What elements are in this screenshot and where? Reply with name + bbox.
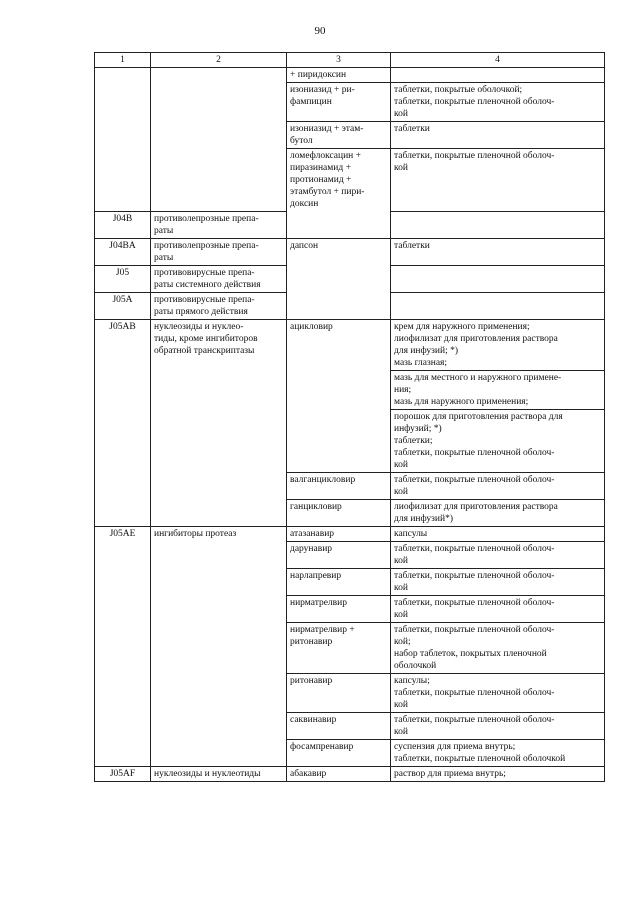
dosage-form-cell (391, 568, 605, 595)
cell-text-line: инфузий; *) (394, 423, 442, 434)
drug-name-cell (287, 499, 391, 526)
table-row (95, 766, 605, 781)
drug-name-cell (287, 409, 391, 472)
drug-name-cell (287, 622, 391, 673)
table-row (95, 472, 605, 499)
dosage-form-cell (391, 83, 605, 122)
cell-text-line: таблетки, покрытые пленочной оболочкой (394, 753, 566, 764)
cell-text-line: абакавир (290, 768, 327, 779)
cell-text-line: набор таблеток, покрытых пленочной (394, 648, 547, 659)
group-name-cell (151, 712, 287, 739)
atc-code-cell (95, 370, 151, 409)
table-row (95, 712, 605, 739)
atc-code-cell (95, 211, 151, 238)
cell-text-line: ломефлоксацин + (290, 151, 361, 161)
drug-name-cell (287, 265, 391, 292)
dosage-form-cell (391, 68, 605, 83)
dosage-form-cell (391, 766, 605, 781)
cell-text-line: кой (394, 555, 408, 566)
dosage-form-cell (391, 122, 605, 149)
group-name-cell (151, 292, 287, 319)
cell-text-line: кой (394, 459, 408, 470)
group-name-cell (151, 370, 287, 409)
cell-text-line: мазь для местного и наружного примене- (394, 372, 562, 383)
cell-text-line: таблетки, покрытые пленочной оболоч- (394, 687, 555, 698)
drug-name-cell (287, 319, 391, 370)
column-header: 4 (391, 53, 605, 68)
cell-text-line: раты (154, 252, 174, 263)
dosage-form-cell (391, 472, 605, 499)
atc-code-cell (95, 292, 151, 319)
dosage-form-cell (391, 673, 605, 712)
cell-text-line: кой; (394, 636, 411, 647)
cell-text-line: таблетки; (394, 435, 433, 446)
cell-text-line: таблетки (394, 124, 430, 134)
atc-code-cell (95, 238, 151, 265)
cell-text-line: нирматрелвир + (290, 624, 355, 635)
atc-code-cell (95, 526, 151, 541)
drug-name-cell (287, 149, 391, 212)
cell-text-line: противолепрозные препа- (154, 240, 259, 251)
cell-text-line: таблетки, покрытые оболочкой; (394, 85, 523, 95)
drug-name-cell (287, 370, 391, 409)
atc-code-cell (95, 622, 151, 673)
drug-table (94, 52, 605, 782)
cell-text-line: мазь глазная; (394, 357, 448, 368)
cell-text-line: раствор для приема внутрь; (394, 768, 506, 779)
cell-text-line: таблетки, покрытые пленочной оболоч- (394, 570, 555, 581)
group-name-cell (151, 211, 287, 238)
dosage-form-cell (391, 211, 605, 238)
cell-text-line: валганцикловир (290, 474, 356, 485)
cell-text-line: изониазид + этам- (290, 124, 364, 134)
cell-text-line: кой (394, 163, 408, 173)
cell-text-line: бутол (290, 136, 313, 146)
cell-text-line: кой (394, 726, 408, 737)
group-name-cell (151, 409, 287, 472)
atc-code-cell (95, 265, 151, 292)
atc-code-cell (95, 673, 151, 712)
table-row (95, 595, 605, 622)
cell-text-line: нирматрелвир (290, 597, 347, 608)
cell-text-line: пиразинамид + (290, 163, 351, 173)
table-row (95, 238, 605, 265)
cell-text-line: таблетки, покрытые пленочной оболоч- (394, 474, 555, 485)
dosage-form-cell (391, 499, 605, 526)
cell-text-line: нуклеозиды и нуклео- (154, 321, 244, 332)
cell-text-line: нуклеозиды и нуклеотиды (154, 768, 261, 779)
group-name-cell (151, 319, 287, 370)
cell-text-line: таблетки, покрытые пленочной оболоч- (394, 597, 555, 608)
cell-text-line: оболочкой (394, 660, 437, 671)
cell-text-line: ния; (394, 384, 412, 395)
drug-name-cell (287, 238, 391, 265)
drug-name-cell (287, 766, 391, 781)
cell-text-line: J04BA (109, 240, 136, 251)
group-name-cell (151, 499, 287, 526)
atc-code-cell (95, 499, 151, 526)
atc-code-cell (95, 712, 151, 739)
dosage-form-cell (391, 409, 605, 472)
cell-text-line: для инфузий*) (394, 513, 453, 524)
atc-code-cell (95, 595, 151, 622)
cell-text-line: + пиридоксин (290, 70, 347, 80)
table-row (95, 211, 605, 238)
table-row (95, 499, 605, 526)
cell-text-line: J05A (112, 294, 133, 305)
dosage-form-cell (391, 149, 605, 212)
cell-text-line: обратной транскриптазы (154, 345, 255, 356)
table-row (95, 319, 605, 370)
atc-code-cell (95, 568, 151, 595)
cell-text-line: раты (154, 225, 174, 236)
table-row (95, 292, 605, 319)
table-row (95, 68, 605, 83)
drug-name-cell (287, 122, 391, 149)
cell-text-line: дапсон (290, 240, 319, 251)
cell-text-line: доксин (290, 199, 319, 209)
cell-text-line: противовирусные препа- (154, 267, 255, 278)
cell-text-line: тиды, кроме ингибиторов (154, 333, 258, 344)
cell-text-line: кой (394, 699, 408, 710)
table-row (95, 122, 605, 149)
table-row (95, 739, 605, 766)
drug-name-cell (287, 211, 391, 238)
cell-text-line: таблетки, покрытые пленочной оболоч- (394, 624, 555, 635)
table-header-row (95, 53, 605, 68)
cell-text-line: крем для наружного применения; (394, 321, 530, 332)
drug-name-cell (287, 673, 391, 712)
cell-text-line: капсулы; (394, 675, 430, 686)
dosage-form-cell (391, 292, 605, 319)
drug-name-cell (287, 68, 391, 83)
group-name-cell (151, 739, 287, 766)
drug-name-cell (287, 739, 391, 766)
group-name-cell (151, 68, 287, 83)
cell-text-line: кой (394, 609, 408, 620)
drug-name-cell (287, 541, 391, 568)
cell-text-line: противолепрозные препа- (154, 213, 259, 224)
dosage-form-cell (391, 319, 605, 370)
drug-name-cell (287, 472, 391, 499)
column-header: 3 (287, 53, 391, 68)
group-name-cell (151, 766, 287, 781)
drug-name-cell (287, 526, 391, 541)
table-row (95, 265, 605, 292)
cell-text-line: порошок для приготовления раствора для (394, 411, 563, 422)
cell-text-line: нарлапревир (290, 570, 342, 581)
drug-name-cell (287, 292, 391, 319)
cell-text-line: кой (394, 582, 408, 593)
cell-text-line: суспензия для приема внутрь; (394, 741, 516, 752)
table-row (95, 622, 605, 673)
atc-code-cell (95, 541, 151, 568)
cell-text-line: этамбутол + пири- (290, 187, 365, 197)
dosage-form-cell (391, 370, 605, 409)
table-row (95, 149, 605, 212)
cell-text-line: ритонавир (290, 675, 333, 686)
cell-text-line: капсулы (394, 528, 428, 539)
cell-text-line: мазь для наружного применения; (394, 396, 529, 407)
dosage-form-cell (391, 526, 605, 541)
drug-name-cell (287, 712, 391, 739)
cell-text-line: таблетки, покрытые пленочной оболоч- (394, 447, 555, 458)
atc-code-cell (95, 472, 151, 499)
group-name-cell (151, 238, 287, 265)
atc-code-cell (95, 739, 151, 766)
atc-code-cell (95, 83, 151, 122)
dosage-form-cell (391, 622, 605, 673)
cell-text-line: атазанавир (290, 528, 335, 539)
cell-text-line: кой (394, 109, 408, 119)
drug-name-cell (287, 568, 391, 595)
group-name-cell (151, 568, 287, 595)
dosage-form-cell (391, 265, 605, 292)
dosage-form-cell (391, 595, 605, 622)
group-name-cell (151, 265, 287, 292)
cell-text-line: J05AE (109, 528, 136, 539)
cell-text-line: кой (394, 486, 408, 497)
atc-code-cell (95, 409, 151, 472)
cell-text-line: дарунавир (290, 543, 333, 554)
cell-text-line: таблетки (394, 240, 430, 251)
atc-code-cell (95, 122, 151, 149)
table-row (95, 409, 605, 472)
cell-text-line: J05 (115, 267, 130, 278)
cell-text-line: таблетки, покрытые пленочной оболоч- (394, 714, 555, 725)
group-name-cell (151, 595, 287, 622)
cell-text-line: ацикловир (290, 321, 333, 332)
page-number: 90 (314, 25, 326, 37)
atc-code-cell (95, 766, 151, 781)
dosage-form-cell (391, 238, 605, 265)
table-row (95, 526, 605, 541)
dosage-form-cell (391, 541, 605, 568)
group-name-cell (151, 472, 287, 499)
table-row (95, 541, 605, 568)
cell-text-line: лиофилизат для приготовления раствора (394, 501, 558, 512)
table-row (95, 83, 605, 122)
group-name-cell (151, 541, 287, 568)
group-name-cell (151, 149, 287, 212)
table-row (95, 568, 605, 595)
group-name-cell (151, 673, 287, 712)
table-row (95, 370, 605, 409)
atc-code-cell (95, 319, 151, 370)
cell-text-line: фосампренавир (290, 741, 354, 752)
cell-text-line: для инфузий; *) (394, 345, 459, 356)
cell-text-line: изониазид + ри- (290, 85, 355, 95)
group-name-cell (151, 526, 287, 541)
cell-text-line: таблетки, покрытые пленочной оболоч- (394, 97, 555, 107)
table-body (95, 68, 605, 782)
cell-text-line: ганцикловир (290, 501, 342, 512)
group-name-cell (151, 83, 287, 122)
cell-text-line: ритонавир (290, 636, 333, 647)
cell-text-line: раты системного действия (154, 279, 261, 290)
dosage-form-cell (391, 739, 605, 766)
cell-text-line: противовирусные препа- (154, 294, 255, 305)
cell-text-line: таблетки, покрытые пленочной оболоч- (394, 151, 555, 161)
cell-text-line: саквинавир (290, 714, 337, 725)
column-header: 1 (95, 53, 151, 68)
cell-text-line: фампицин (290, 97, 332, 107)
cell-text-line: ингибиторы протеаз (154, 528, 237, 539)
drug-name-cell (287, 83, 391, 122)
drug-name-cell (287, 595, 391, 622)
cell-text-line: J04B (112, 213, 133, 224)
cell-text-line: таблетки, покрытые пленочной оболоч- (394, 543, 555, 554)
atc-code-cell (95, 149, 151, 212)
cell-text-line: протионамид + (290, 175, 352, 185)
group-name-cell (151, 122, 287, 149)
table-row (95, 673, 605, 712)
cell-text-line: J05AF (109, 768, 136, 779)
cell-text-line: раты прямого действия (154, 306, 248, 317)
column-header: 2 (151, 53, 287, 68)
cell-text-line: J05AB (109, 321, 136, 332)
cell-text-line: лиофилизат для приготовления раствора (394, 333, 558, 344)
group-name-cell (151, 622, 287, 673)
dosage-form-cell (391, 712, 605, 739)
atc-code-cell (95, 68, 151, 83)
